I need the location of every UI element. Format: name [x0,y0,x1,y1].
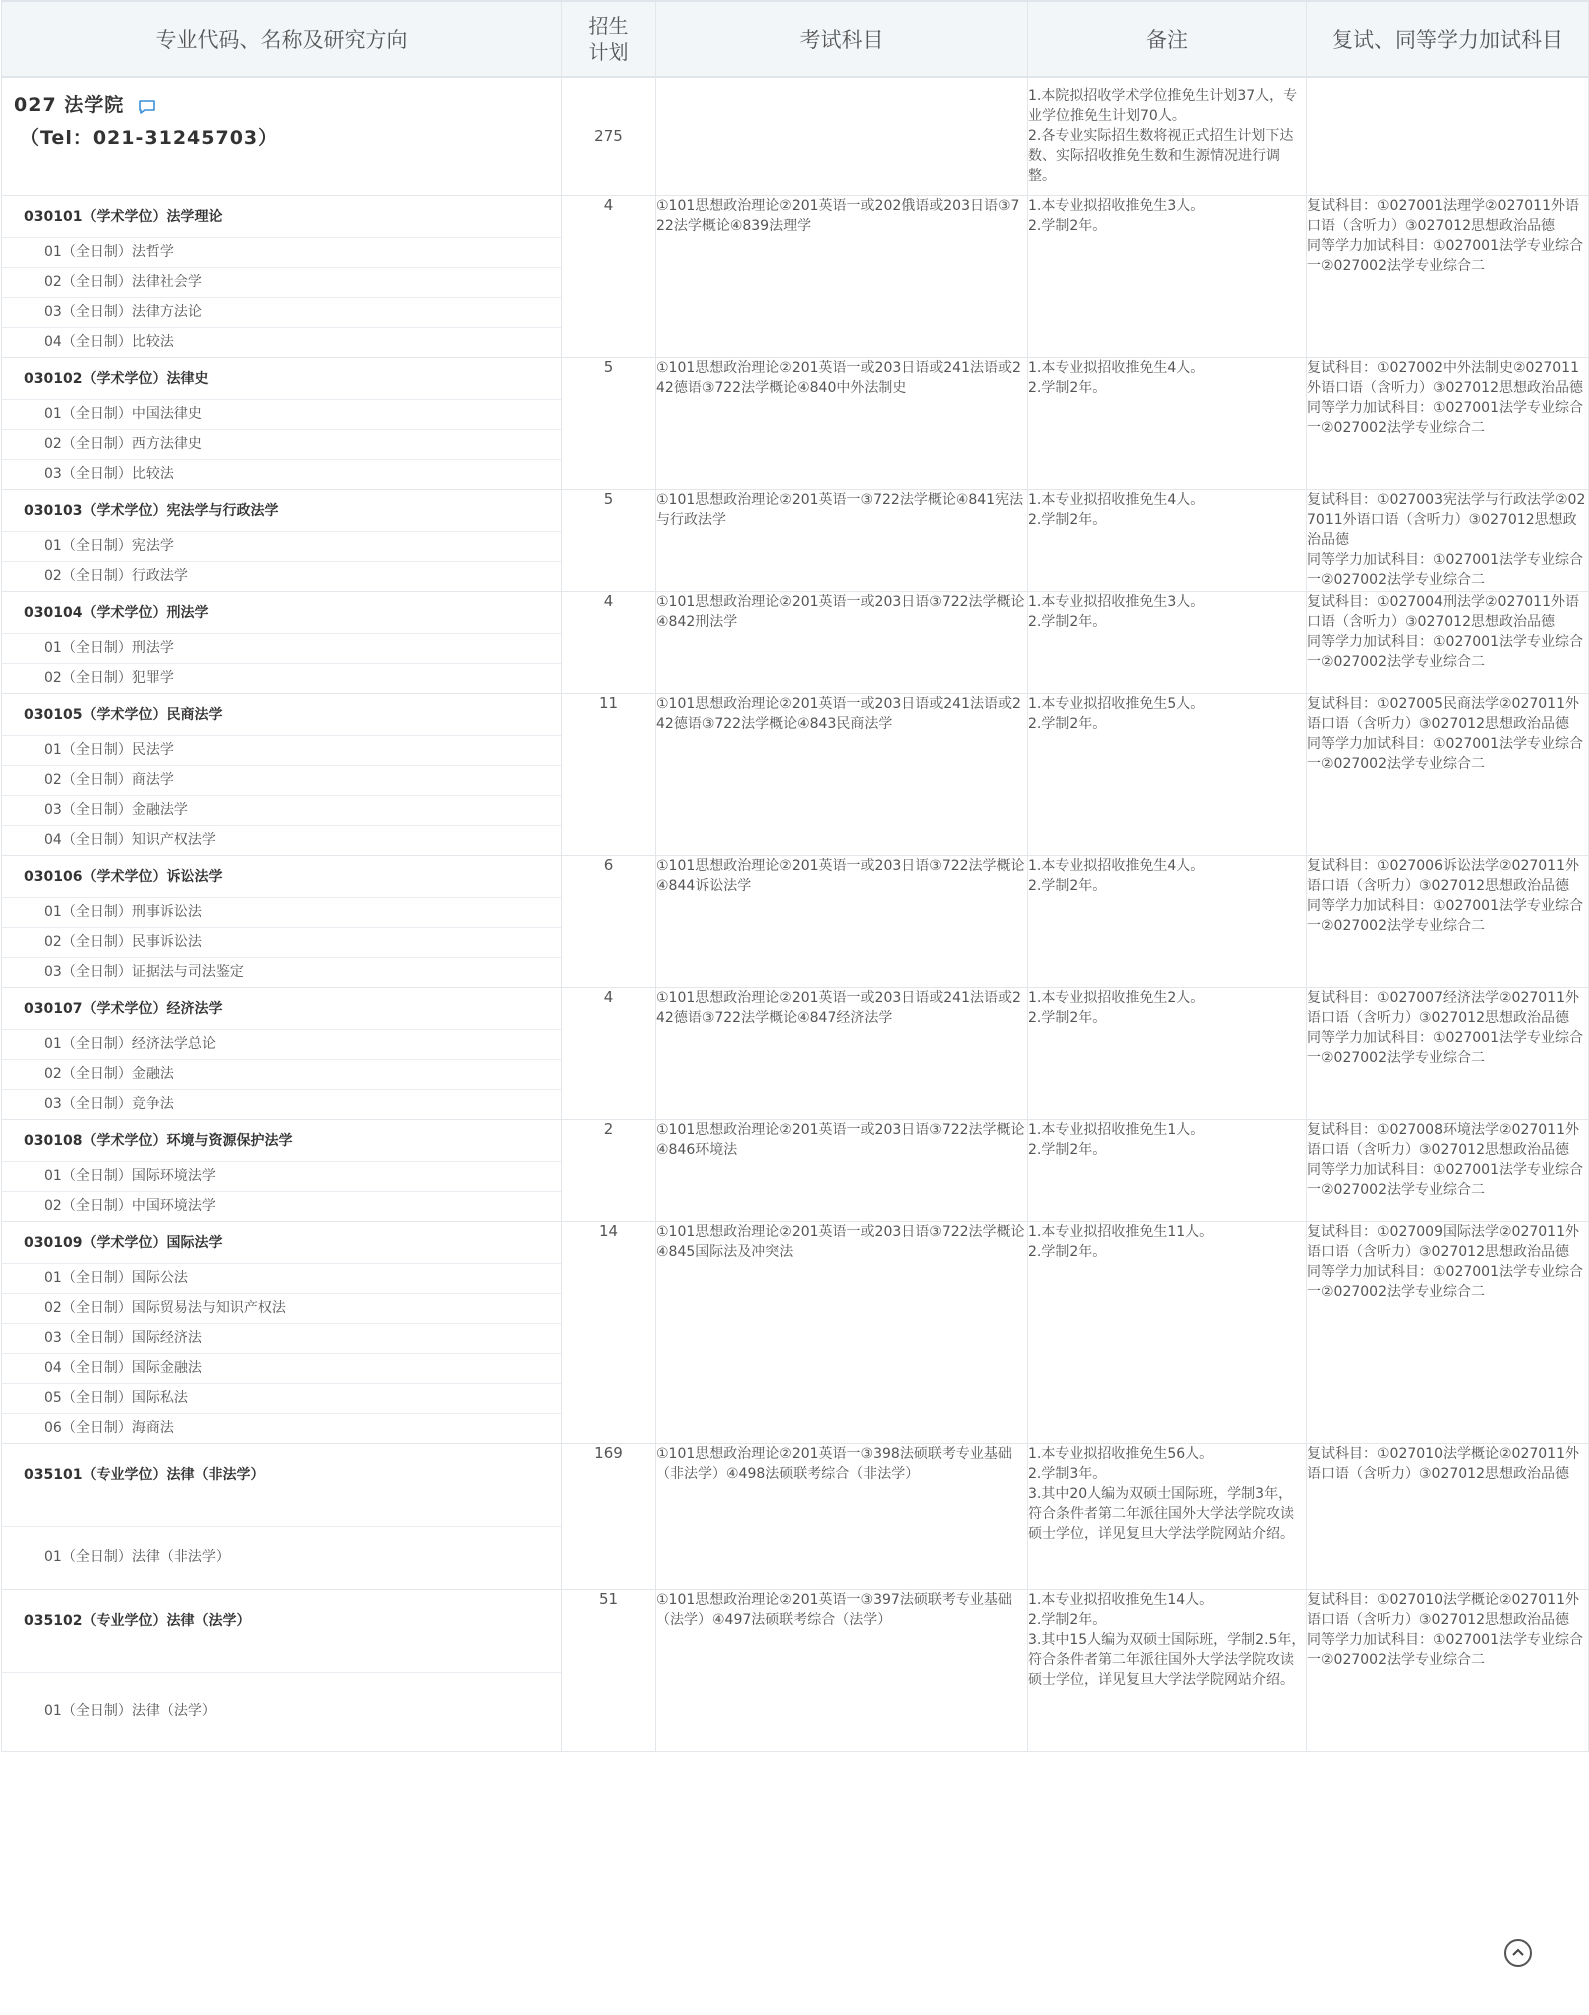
specialty-plan: 4 [562,195,656,357]
specialty-major-cell [2,987,562,1119]
specialty-plan: 51 [562,1589,656,1751]
direction-item: 02（全日制）国际贸易法与知识产权法 [2,1294,561,1324]
direction-item: 01（全日制）民法学 [2,736,561,766]
college-notes: 1.本院拟招收学术学位推免生计划37人，专业学位推免生计划70人。 2.各专业实际招生数将视正式招生计划下达数、实际招收推免生数和生源情况进行调整。 [1028,77,1307,195]
college-row [2,77,1589,195]
direction-item: 01（全日制）法律（法学） [44,1703,216,1719]
specialty-plan: 5 [562,357,656,489]
specialty-row [2,855,1589,987]
specialty-major-cell [2,1443,562,1589]
specialty-exam: ①101思想政治理论②201英语一或203日语或241法语或242德语③722法学概论④847经济法学 [656,987,1028,1119]
college-exam [656,77,1028,195]
specialty-retest: 复试科目：①027001法理学②027011外语口语（含听力）③027012思想政治品德 同等学力加试科目：①027001法学专业综合一②027002法学专业综合二 [1307,195,1589,357]
direction-item: 01（全日制）国际公法 [2,1264,561,1294]
catalog-table [1,0,1589,1752]
specialty-plan: 14 [562,1221,656,1443]
direction-item: 03（全日制）法律方法论 [2,298,561,328]
direction-item: 02（全日制）西方法律史 [2,430,561,460]
direction-item: 02（全日制）法律社会学 [2,268,561,298]
specialty-major-cell [2,489,562,591]
specialty-notes: 1.本专业拟招收推免生11人。 2.学制2年。 [1028,1221,1307,1443]
specialty-retest: 复试科目：①027007经济法学②027011外语口语（含听力）③027012思想政治品德 同等学力加试科目：①027001法学专业综合一②027002法学专业综合二 [1307,987,1589,1119]
direction-item: 05（全日制）国际私法 [2,1384,561,1414]
specialty-plan: 6 [562,855,656,987]
specialty-title[interactable]: 030105（学术学位）民商法学 [2,694,561,736]
specialty-retest: 复试科目：①027003宪法学与行政法学②027011外语口语（含听力）③027012思想政治品德 同等学力加试科目：①027001法学专业综合一②027002法学专业综合二 [1307,489,1589,591]
specialty-row [2,1589,1589,1751]
specialty-exam: ①101思想政治理论②201英语一③398法硕联考专业基础（非法学）④498法硕联考综合（非法学） [656,1443,1028,1589]
direction-item: 03（全日制）比较法 [44,465,174,482]
specialty-exam: ①101思想政治理论②201英语一或203日语或241法语或242德语③722法学概论④843民商法学 [656,693,1028,855]
college-name: 027 法学院 [14,94,125,116]
specialty-exam: ①101思想政治理论②201英语一或203日语③722法学概论④845国际法及冲突法 [656,1221,1028,1443]
specialty-title[interactable]: 030103（学术学位）宪法学与行政法学 [2,490,561,532]
specialty-title[interactable]: 035101（专业学位）法律（非法学） [2,1444,561,1527]
specialty-retest: 复试科目：①027008环境法学②027011外语口语（含听力）③027012思想政治品德 同等学力加试科目：①027001法学专业综合一②027002法学专业综合二 [1307,1119,1589,1221]
specialty-notes: 1.本专业拟招收推免生14人。 2.学制2年。 3.其中15人编为双硕士国际班，学制2.5年，符合条件者第二年派往国外大学法学院攻读硕士学位，详见复旦大学法学院网站介绍。 [1028,1589,1307,1751]
direction-item: 02（全日制）犯罪学 [44,669,174,686]
specialty-major-cell [2,693,562,855]
specialty-row [2,357,1589,489]
specialty-retest: 复试科目：①027005民商法学②027011外语口语（含听力）③027012思想政治品德 同等学力加试科目：①027001法学专业综合一②027002法学专业综合二 [1307,693,1589,855]
specialty-exam: ①101思想政治理论②201英语一③722法学概论④841宪法与行政法学 [656,489,1028,591]
direction-item: 04（全日制）知识产权法学 [44,831,216,848]
direction-item: 02（全日制）金融法 [2,1060,561,1090]
direction-item: 01（全日制）经济法学总论 [2,1030,561,1060]
direction-item: 01（全日制）法律（非法学） [44,1549,230,1565]
specialty-notes: 1.本专业拟招收推免生4人。 2.学制2年。 [1028,855,1307,987]
header-exam: 考试科目 [656,1,1028,77]
specialty-major-cell [2,1119,562,1221]
specialty-row [2,693,1589,855]
specialty-exam: ①101思想政治理论②201英语一或203日语③722法学概论④846环境法 [656,1119,1028,1221]
college-tel: （Tel：021-31245703） [20,127,279,149]
specialty-exam: ①101思想政治理论②201英语一或202俄语或203日语③722法学概论④839法理学 [656,195,1028,357]
specialty-exam: ①101思想政治理论②201英语一或203日语③722法学概论④844诉讼法学 [656,855,1028,987]
specialty-notes: 1.本专业拟招收推免生2人。 2.学制2年。 [1028,987,1307,1119]
specialty-retest: 复试科目：①027010法学概论②027011外语口语（含听力）③027012思想政治品德 同等学力加试科目：①027001法学专业综合一②027002法学专业综合二 [1307,1589,1589,1751]
specialty-notes: 1.本专业拟招收推免生3人。 2.学制2年。 [1028,591,1307,693]
specialty-plan: 4 [562,591,656,693]
direction-item: 02（全日制）商法学 [2,766,561,796]
specialty-title[interactable]: 030107（学术学位）经济法学 [2,988,561,1030]
specialty-retest: 复试科目：①027002中外法制史②027011外语口语（含听力）③027012思想政治品德 同等学力加试科目：①027001法学专业综合一②027002法学专业综合二 [1307,357,1589,489]
specialty-notes: 1.本专业拟招收推免生4人。 2.学制2年。 [1028,357,1307,489]
direction-item: 04（全日制）国际金融法 [2,1354,561,1384]
specialty-notes: 1.本专业拟招收推免生4人。 2.学制2年。 [1028,489,1307,591]
direction-item: 01（全日制）国际环境法学 [2,1162,561,1192]
specialty-row [2,1119,1589,1221]
header-major: 专业代码、名称及研究方向 [2,1,562,77]
specialty-title[interactable]: 030106（学术学位）诉讼法学 [2,856,561,898]
specialty-retest: 复试科目：①027004刑法学②027011外语口语（含听力）③027012思想政治品德 同等学力加试科目：①027001法学专业综合一②027002法学专业综合二 [1307,591,1589,693]
specialty-exam: ①101思想政治理论②201英语一③397法硕联考专业基础（法学）④497法硕联考综合（法学） [656,1589,1028,1751]
header-plan: 招生计划 [562,1,656,77]
specialty-title[interactable]: 030109（学术学位）国际法学 [2,1222,561,1264]
specialty-title[interactable]: 030101（学术学位）法学理论 [2,196,561,238]
specialty-title[interactable]: 030108（学术学位）环境与资源保护法学 [2,1120,561,1162]
direction-item: 03（全日制）竞争法 [44,1095,174,1112]
specialty-plan: 4 [562,987,656,1119]
specialty-plan: 5 [562,489,656,591]
direction-item: 01（全日制）宪法学 [2,532,561,562]
specialty-retest: 复试科目：①027009国际法学②027011外语口语（含听力）③027012思想政治品德 同等学力加试科目：①027001法学专业综合一②027002法学专业综合二 [1307,1221,1589,1443]
specialty-row [2,591,1589,693]
specialty-exam: ①101思想政治理论②201英语一或203日语③722法学概论④842刑法学 [656,591,1028,693]
direction-item: 03（全日制）国际经济法 [2,1324,561,1354]
direction-item: 03（全日制）金融法学 [2,796,561,826]
specialty-major-cell [2,591,562,693]
specialty-title[interactable]: 030104（学术学位）刑法学 [2,592,561,634]
specialty-major-cell [2,855,562,987]
direction-item: 02（全日制）民事诉讼法 [2,928,561,958]
specialty-exam: ①101思想政治理论②201英语一或203日语或241法语或242德语③722法学概论④840中外法制史 [656,357,1028,489]
specialty-notes: 1.本专业拟招收推免生56人。 2.学制3年。 3.其中20人编为双硕士国际班，学制3年，符合条件者第二年派往国外大学法学院攻读硕士学位，详见复旦大学法学院网站介绍。 [1028,1443,1307,1589]
specialty-title[interactable]: 030102（学术学位）法律史 [2,358,561,400]
table-header-row [2,1,1589,77]
college-retest [1307,77,1589,195]
specialty-notes: 1.本专业拟招收推免生3人。 2.学制2年。 [1028,195,1307,357]
chat-icon[interactable] [138,100,156,114]
specialty-plan: 169 [562,1443,656,1589]
specialty-notes: 1.本专业拟招收推免生5人。 2.学制2年。 [1028,693,1307,855]
header-retest: 复试、同等学力加试科目 [1307,1,1589,77]
direction-item: 01（全日制）刑法学 [2,634,561,664]
specialty-row [2,195,1589,357]
back-to-top-icon[interactable] [1504,1939,1532,1967]
header-notes: 备注 [1028,1,1307,77]
specialty-plan: 2 [562,1119,656,1221]
specialty-title[interactable]: 035102（专业学位）法律（法学） [2,1590,561,1673]
specialty-row [2,489,1589,591]
specialty-retest: 复试科目：①027006诉讼法学②027011外语口语（含听力）③027012思想政治品德 同等学力加试科目：①027001法学专业综合一②027002法学专业综合二 [1307,855,1589,987]
specialty-plan: 11 [562,693,656,855]
direction-item: 03（全日制）证据法与司法鉴定 [44,963,244,980]
specialty-retest: 复试科目：①027010法学概论②027011外语口语（含听力）③027012思想政治品德 [1307,1443,1589,1589]
specialty-row [2,1221,1589,1443]
specialty-row [2,987,1589,1119]
college-plan: 275 [562,77,656,195]
direction-item: 01（全日制）刑事诉讼法 [2,898,561,928]
specialty-major-cell [2,195,562,357]
specialty-major-cell [2,1589,562,1751]
direction-item: 01（全日制）法哲学 [2,238,561,268]
direction-item: 04（全日制）比较法 [44,333,174,350]
direction-item: 02（全日制）中国环境法学 [44,1197,216,1214]
direction-item: 01（全日制）中国法律史 [2,400,561,430]
specialty-notes: 1.本专业拟招收推免生1人。 2.学制2年。 [1028,1119,1307,1221]
specialty-major-cell [2,357,562,489]
college-cell [2,77,562,195]
specialty-row [2,1443,1589,1589]
specialty-major-cell [2,1221,562,1443]
direction-item: 06（全日制）海商法 [44,1419,174,1436]
direction-item: 02（全日制）行政法学 [44,567,188,584]
